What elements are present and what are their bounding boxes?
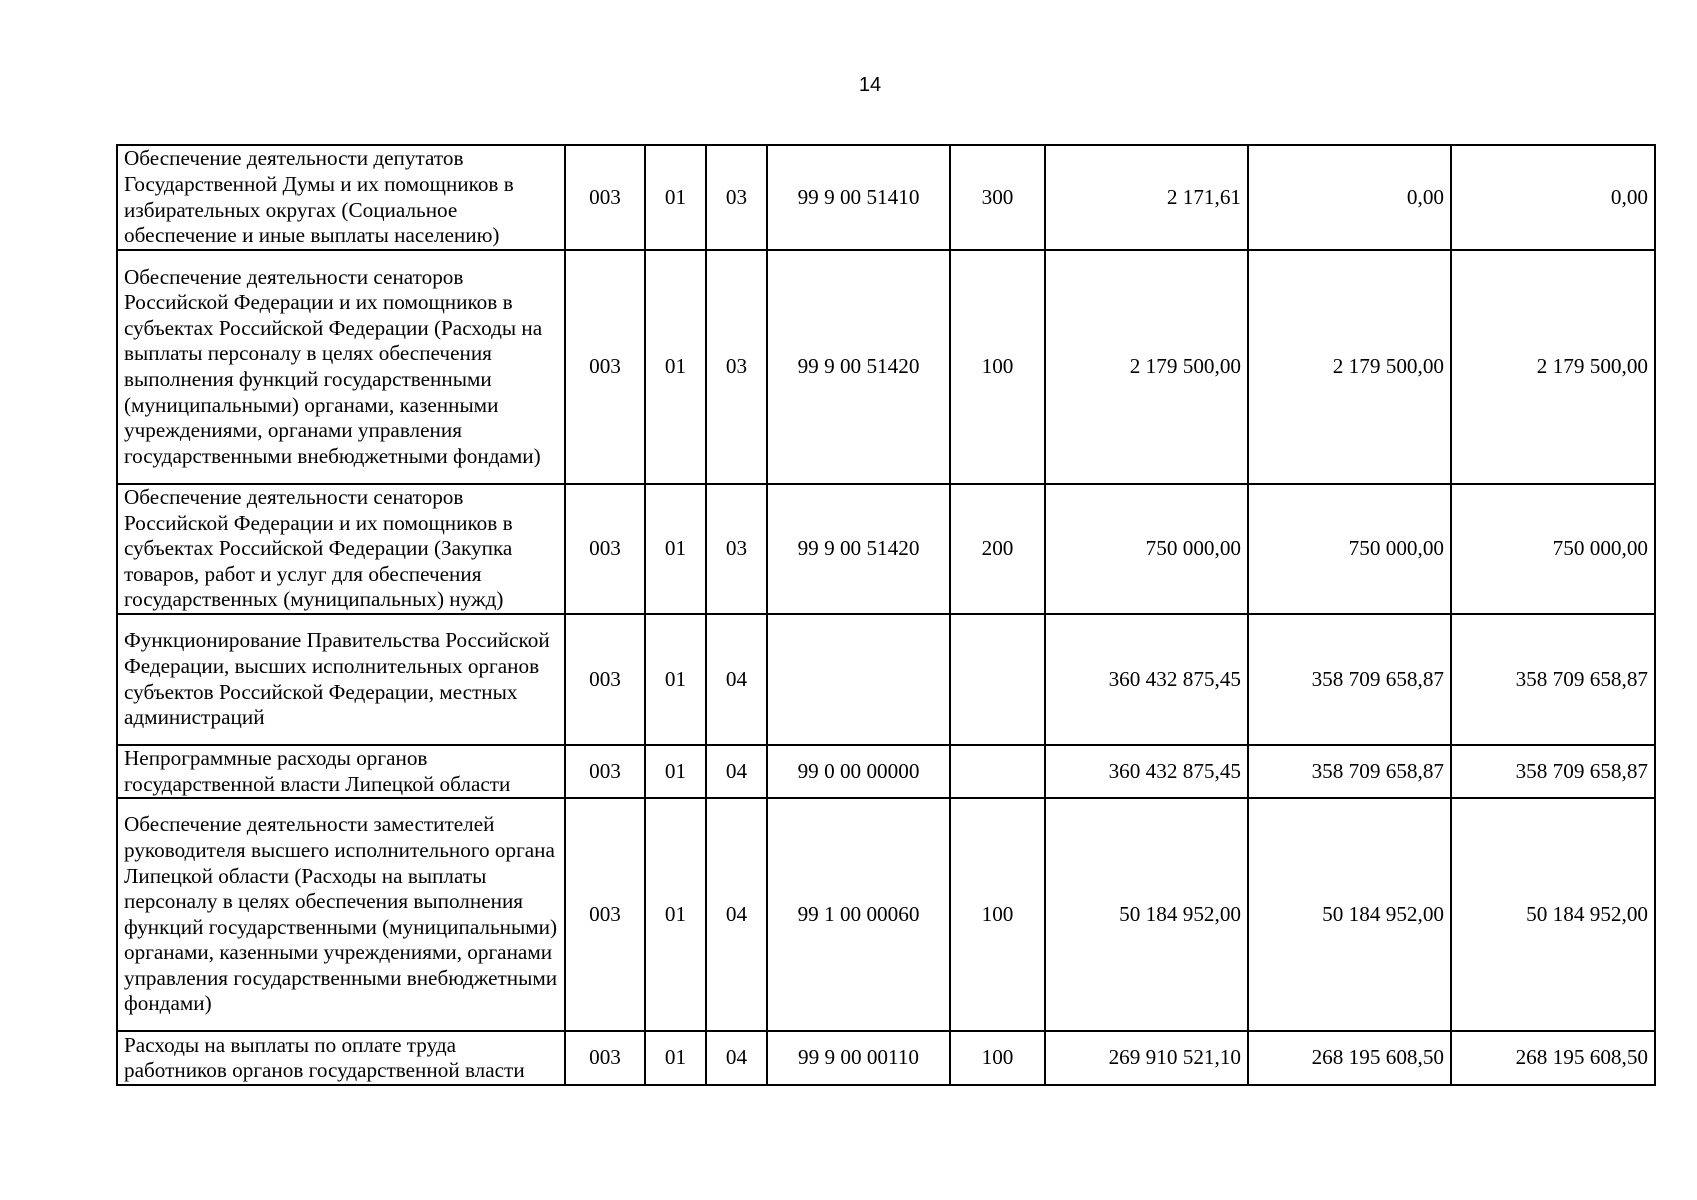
amount-year1-cell: 750 000,00 xyxy=(1045,484,1248,614)
subsection-code-cell: 04 xyxy=(706,798,767,1031)
grbs-code-cell: 003 xyxy=(565,484,645,614)
table-row xyxy=(117,145,1655,250)
table-row xyxy=(117,614,1655,745)
grbs-code-cell: 003 xyxy=(565,145,645,250)
expense-type-cell: 200 xyxy=(950,484,1045,614)
target-article-cell: 99 9 00 00110 xyxy=(767,1031,950,1085)
budget-table xyxy=(116,144,1656,1086)
amount-year3-cell: 2 179 500,00 xyxy=(1451,250,1655,484)
subsection-code-cell: 04 xyxy=(706,614,767,745)
grbs-code-cell: 003 xyxy=(565,250,645,484)
amount-year2-cell: 268 195 608,50 xyxy=(1248,1031,1451,1085)
subsection-code-cell: 03 xyxy=(706,145,767,250)
row-name-cell: Непрограммные расходы органов государственной власти Липецкой области xyxy=(117,745,565,798)
section-code-cell: 01 xyxy=(645,1031,706,1085)
section-code-cell: 01 xyxy=(645,145,706,250)
table-row xyxy=(117,798,1655,1031)
amount-year1-cell: 360 432 875,45 xyxy=(1045,745,1248,798)
target-article-cell: 99 0 00 00000 xyxy=(767,745,950,798)
table-body xyxy=(117,145,1655,1085)
subsection-code-cell: 03 xyxy=(706,250,767,484)
table-row xyxy=(117,745,1655,798)
subsection-code-cell: 03 xyxy=(706,484,767,614)
amount-year3-cell: 358 709 658,87 xyxy=(1451,614,1655,745)
amount-year1-cell: 269 910 521,10 xyxy=(1045,1031,1248,1085)
section-code-cell: 01 xyxy=(645,745,706,798)
target-article-cell xyxy=(767,614,950,745)
expense-type-cell: 300 xyxy=(950,145,1045,250)
subsection-code-cell: 04 xyxy=(706,1031,767,1085)
amount-year2-cell: 750 000,00 xyxy=(1248,484,1451,614)
amount-year2-cell: 2 179 500,00 xyxy=(1248,250,1451,484)
grbs-code-cell: 003 xyxy=(565,745,645,798)
expense-type-cell: 100 xyxy=(950,798,1045,1031)
amount-year2-cell: 358 709 658,87 xyxy=(1248,614,1451,745)
expense-type-cell xyxy=(950,614,1045,745)
amount-year2-cell: 50 184 952,00 xyxy=(1248,798,1451,1031)
grbs-code-cell: 003 xyxy=(565,798,645,1031)
table-row xyxy=(117,484,1655,614)
target-article-cell: 99 9 00 51420 xyxy=(767,250,950,484)
row-name-cell: Обеспечение деятельности сенаторов Российской Федерации и их помощников в субъектах Российской Федерации (Расходы на выплаты персоналу в целях обеспечения выполнения функций государственными (муниципальными) органами, казенными учреждениями, органами управления государственными внебюджетными фондами) xyxy=(117,250,565,484)
expense-type-cell: 100 xyxy=(950,250,1045,484)
section-code-cell: 01 xyxy=(645,798,706,1031)
expense-type-cell: 100 xyxy=(950,1031,1045,1085)
table-row xyxy=(117,250,1655,484)
amount-year2-cell: 0,00 xyxy=(1248,145,1451,250)
section-code-cell: 01 xyxy=(645,250,706,484)
row-name-cell: Обеспечение деятельности заместителей руководителя высшего исполнительного органа Липецкой области (Расходы на выплаты персоналу в целях обеспечения выполнения функций государственными (муниципальными) органами, казенными учреждениями, органами управления государственными внебюджетными фондами) xyxy=(117,798,565,1031)
amount-year1-cell: 2 179 500,00 xyxy=(1045,250,1248,484)
target-article-cell: 99 1 00 00060 xyxy=(767,798,950,1031)
amount-year2-cell: 358 709 658,87 xyxy=(1248,745,1451,798)
row-name-cell: Обеспечение деятельности сенаторов Российской Федерации и их помощников в субъектах Российской Федерации (Закупка товаров, работ и услуг для обеспечения государственных (муниципальных) нужд) xyxy=(117,484,565,614)
amount-year3-cell: 358 709 658,87 xyxy=(1451,745,1655,798)
amount-year3-cell: 268 195 608,50 xyxy=(1451,1031,1655,1085)
amount-year3-cell: 50 184 952,00 xyxy=(1451,798,1655,1031)
subsection-code-cell: 04 xyxy=(706,745,767,798)
section-code-cell: 01 xyxy=(645,484,706,614)
target-article-cell: 99 9 00 51420 xyxy=(767,484,950,614)
amount-year3-cell: 750 000,00 xyxy=(1451,484,1655,614)
row-name-cell: Обеспечение деятельности депутатов Государственной Думы и их помощников в избирательных округах (Социальное обеспечение и иные выплаты населению) xyxy=(117,145,565,250)
amount-year1-cell: 50 184 952,00 xyxy=(1045,798,1248,1031)
expense-type-cell xyxy=(950,745,1045,798)
target-article-cell: 99 9 00 51410 xyxy=(767,145,950,250)
section-code-cell: 01 xyxy=(645,614,706,745)
amount-year3-cell: 0,00 xyxy=(1451,145,1655,250)
row-name-cell: Расходы на выплаты по оплате труда работников органов государственной власти xyxy=(117,1031,565,1085)
amount-year1-cell: 2 171,61 xyxy=(1045,145,1248,250)
row-name-cell: Функционирование Правительства Российской Федерации, высших исполнительных органов субъектов Российской Федерации, местных администраций xyxy=(117,614,565,745)
page-number: 14 xyxy=(858,74,882,96)
amount-year1-cell: 360 432 875,45 xyxy=(1045,614,1248,745)
grbs-code-cell: 003 xyxy=(565,1031,645,1085)
table-row xyxy=(117,1031,1655,1085)
grbs-code-cell: 003 xyxy=(565,614,645,745)
